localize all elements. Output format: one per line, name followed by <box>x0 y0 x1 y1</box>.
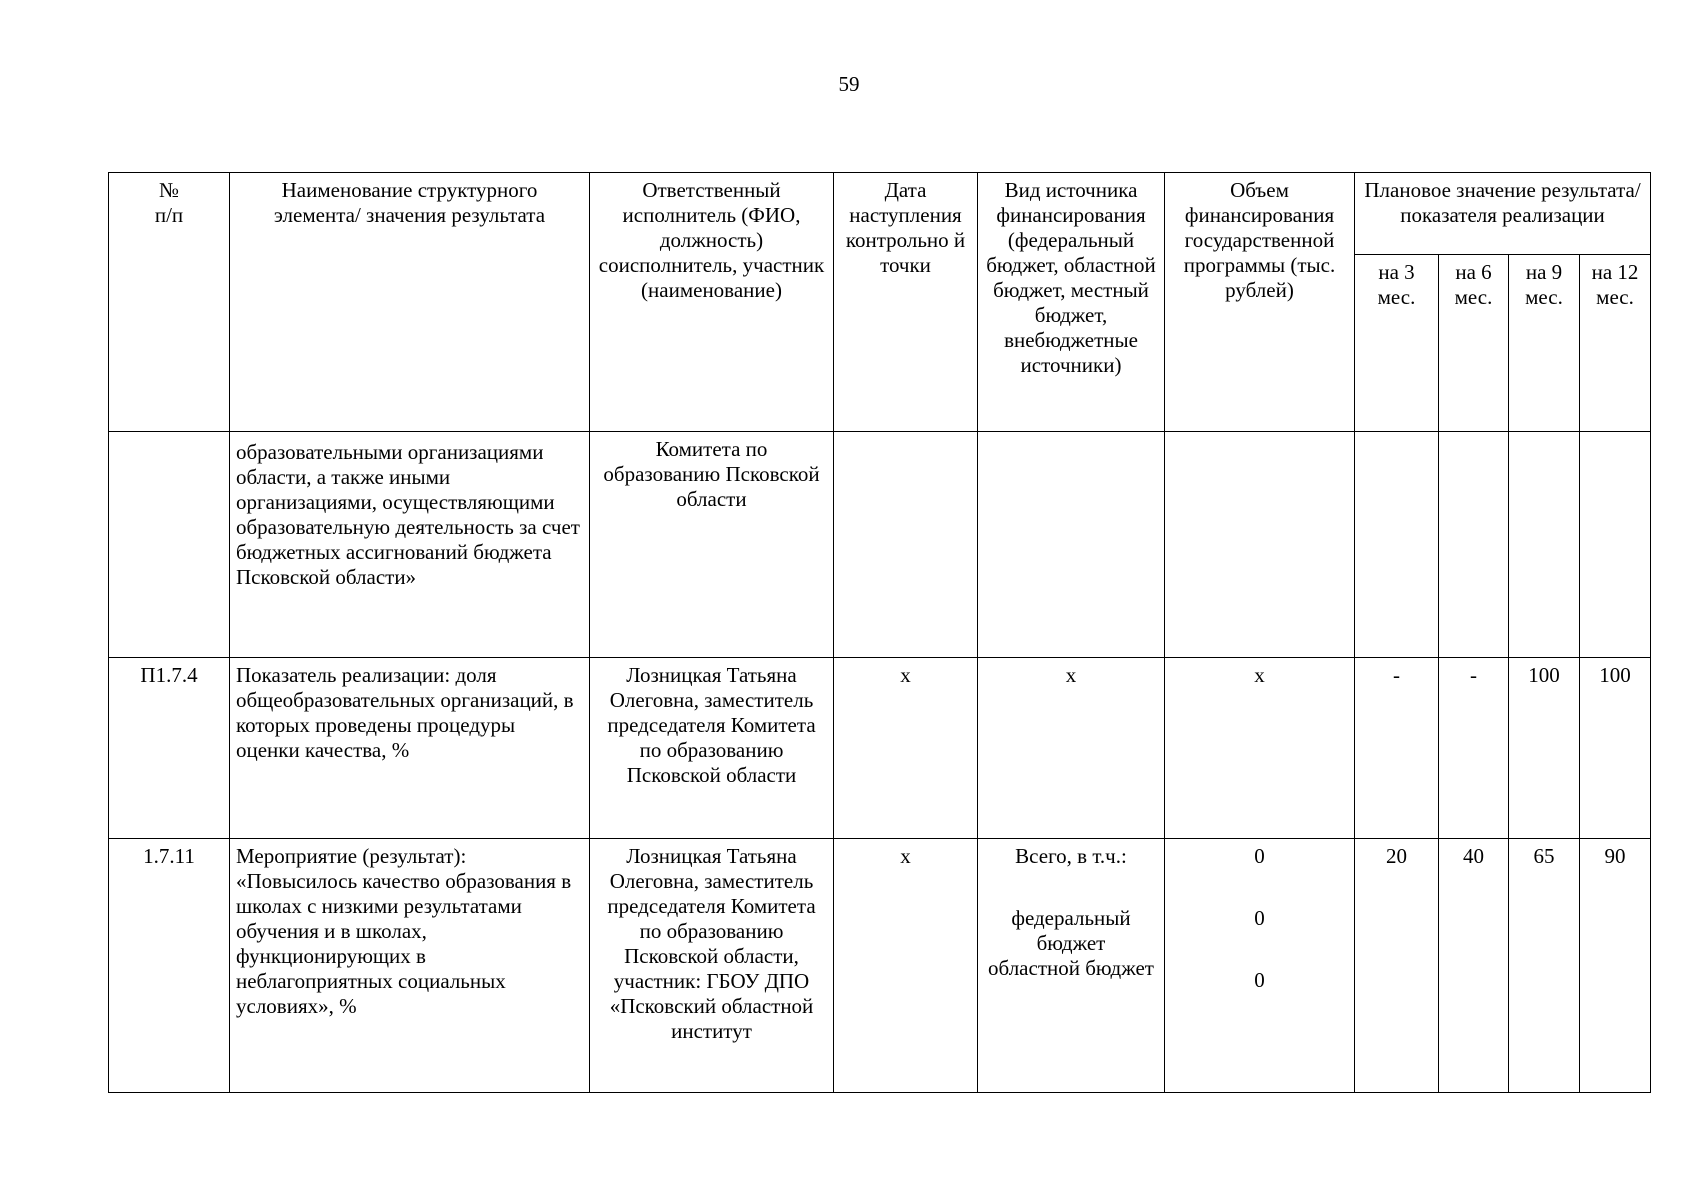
row-volume-federal: 0 <box>1254 906 1265 930</box>
row-volume <box>1165 432 1355 658</box>
row-responsible: Лозницкая Татьяна Олеговна, заместитель председателя Комитета по образованию Псковской области <box>590 658 834 839</box>
header-source: Вид источника финансирования (федеральный бюджет, областной бюджет, местный бюджет, внебюджетные источники) <box>978 173 1165 432</box>
row-responsible: Лозницкая Татьяна Олеговна, заместитель председателя Комитета по образованию Псковской области, участник: ГБОУ ДПО «Псковский областной институт <box>590 839 834 1093</box>
row-m12 <box>1580 432 1651 658</box>
header-planned: Плановое значение результата/показателя реализации <box>1355 173 1651 255</box>
header-period-6: на 6 мес. <box>1439 255 1509 432</box>
header-volume: Объем финансирования государственной программы (тыс. рублей) <box>1165 173 1355 432</box>
header-period-9: на 9 мес. <box>1509 255 1580 432</box>
program-plan-table <box>108 172 1651 1093</box>
table-row <box>109 432 1651 658</box>
row-source <box>978 432 1165 658</box>
row-volume-total: 0 <box>1254 844 1265 868</box>
table-row <box>109 839 1651 1093</box>
row-m12: 100 <box>1580 658 1651 839</box>
row-m3: - <box>1355 658 1439 839</box>
row-date: х <box>834 658 978 839</box>
page-number: 59 <box>838 72 860 96</box>
row-name: образовательными организациями области, а также иными организациями, осуществляющими образовательную деятельность за счет бюджетных ассигнований бюджета Псковской области» <box>230 432 590 658</box>
row-m6: 40 <box>1439 839 1509 1093</box>
header-name: Наименование структурного элемента/ значения результата <box>230 173 590 432</box>
header-period-12: на 12 мес. <box>1580 255 1651 432</box>
header-num: № п/п <box>109 173 230 432</box>
row-volume-cell <box>1165 839 1355 1093</box>
row-m3: 20 <box>1355 839 1439 1093</box>
row-m9 <box>1509 432 1580 658</box>
row-num: 1.7.11 <box>109 839 230 1093</box>
row-m12: 90 <box>1580 839 1651 1093</box>
row-num <box>109 432 230 658</box>
row-source-cell <box>978 839 1165 1093</box>
header-period-3: на 3 мес. <box>1355 255 1439 432</box>
row-source-total: Всего, в т.ч.: <box>1015 844 1127 868</box>
row-num: П1.7.4 <box>109 658 230 839</box>
row-m9: 65 <box>1509 839 1580 1093</box>
row-responsible: Комитета по образованию Псковской области <box>590 432 834 658</box>
row-source-regional: областной бюджет <box>988 956 1154 980</box>
header-row <box>109 173 1651 255</box>
row-name: Показатель реализации: доля общеобразовательных организаций, в которых проведены процедуры оценки качества, % <box>230 658 590 839</box>
row-date: х <box>834 839 978 1093</box>
row-volume-regional: 0 <box>1254 968 1265 992</box>
row-date <box>834 432 978 658</box>
table-row <box>109 658 1651 839</box>
header-responsible: Ответственный исполнитель (ФИО, должность) соисполнитель, участник (наименование) <box>590 173 834 432</box>
row-source: х <box>978 658 1165 839</box>
row-source-federal: федеральный бюджет <box>1011 906 1131 955</box>
row-m6 <box>1439 432 1509 658</box>
row-m3 <box>1355 432 1439 658</box>
row-m6: - <box>1439 658 1509 839</box>
row-volume: х <box>1165 658 1355 839</box>
header-date: Дата наступления контрольно й точки <box>834 173 978 432</box>
row-m9: 100 <box>1509 658 1580 839</box>
row-name: Мероприятие (результат): «Повысилось качество образования в школах с низкими результатами обучения и в школах, функционирующих в неблагоприятных социальных условиях», % <box>230 839 590 1093</box>
